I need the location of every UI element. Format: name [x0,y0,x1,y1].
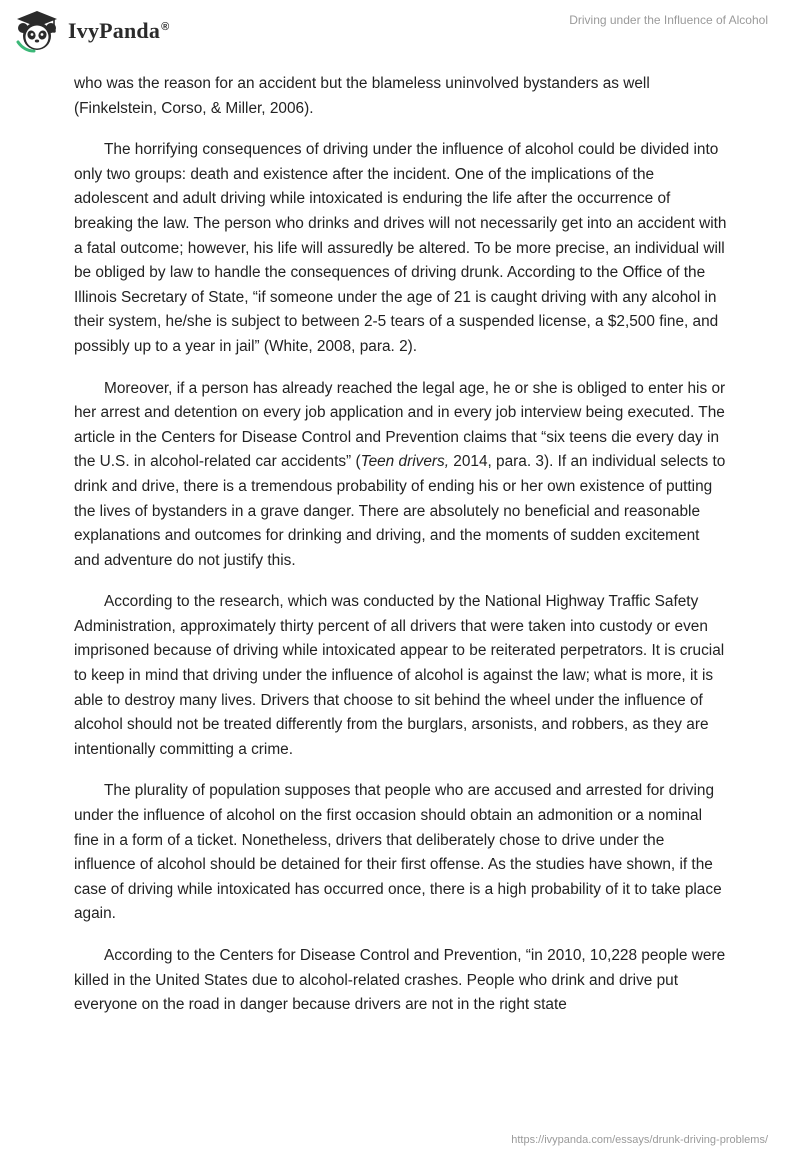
page-header [0,0,800,64]
brand-name: IvyPanda® [68,18,170,43]
paragraph-3-citation-italic: Teen drivers, [360,453,449,471]
essay-body [74,72,728,1035]
paragraph-2: The horrifying consequences of driving under the influence of alcohol could be divided into only two groups: death and existence after the incident. One of the implications of the adolescent and adult driving while intoxicated is enduring the life after the occurrence of breaking the law. The person who drinks and drives will not necessarily get into an accident with a fatal outcome; however, his life will assuredly be altered. To be more precise, an individual will be obliged by law to handle the consequences of driving drunk. According to the Office of the Illinois Secretary of State, “if someone under the age of 21 is caught driving with any alcohol in their system, he/she is subject to between 2-5 tears of a suspended license, a $2,500 fine, and possibly up to a year in jail” (White, 2008, para. 2). [74,141,727,355]
document-title: Driving under the Influence of Alcohol [569,13,768,27]
paragraph-3 [74,377,728,574]
footer-source-url[interactable]: https://ivypanda.com/essays/drunk-driving-problems/ [511,1134,768,1146]
brand-logo[interactable] [14,8,169,54]
paragraph-3-text-after: 2014, para. 3). If an individual selects to drink and drive, there is a tremendous probability of ending his or her own existence of putting the lives of bystanders in a grave danger. There are absolutely no beneficial and reasonable explanations and outcomes for drinking and driving, and the moments of sudden excitement and adventure do not justify this. [74,453,726,569]
paragraph-1: who was the reason for an accident but the blameless uninvolved bystanders as well (Finkelstein, Corso, & Miller, 2006). [74,75,650,117]
paragraph-6: According to the Centers for Disease Control and Prevention, “in 2010, 10,228 people were killed in the United States due to alcohol-related crashes. People who drink and drive put everyone on the road in danger because drivers are not in the right state [74,947,726,1014]
paragraph-5: The plurality of population supposes that people who are accused and arrested for driving under the influence of alcohol on the first occasion should obtain an admonition or a nominal fine in a form of a ticket. Nonetheless, drivers that deliberately chose to drive under the influence of alcohol should be detained for their first offense. As the studies have shown, if the case of driving while intoxicated has occurred once, there is a high probability of it to take place again. [74,782,722,923]
paragraph-3-text-before: Moreover, if a person has already reached the legal age, he or she is obliged to enter his or her arrest and detention on every job application and in every job interview being executed. The article in the Centers for Disease Control and Prevention claims that “six teens die every day in the U.S. in alcohol-related car accidents” ( [74,379,726,471]
registered-mark: ® [161,20,170,33]
panda-logo-icon [14,8,60,54]
paragraph-4: According to the research, which was conducted by the National Highway Traffic Safety Administration, approximately thirty percent of all drivers that were taken into custody or even imprisoned because of driving while intoxicated appear to be reiterated perpetrators. It is crucial to keep in mind that driving under the influence of alcohol is against the law; what is more, it is able to destroy many lives. Drivers that choose to sit behind the wheel under the influence of alcohol should not be treated differently from the burglars, arsonists, and robbers, as they are intentionally committing a crime. [74,593,725,758]
